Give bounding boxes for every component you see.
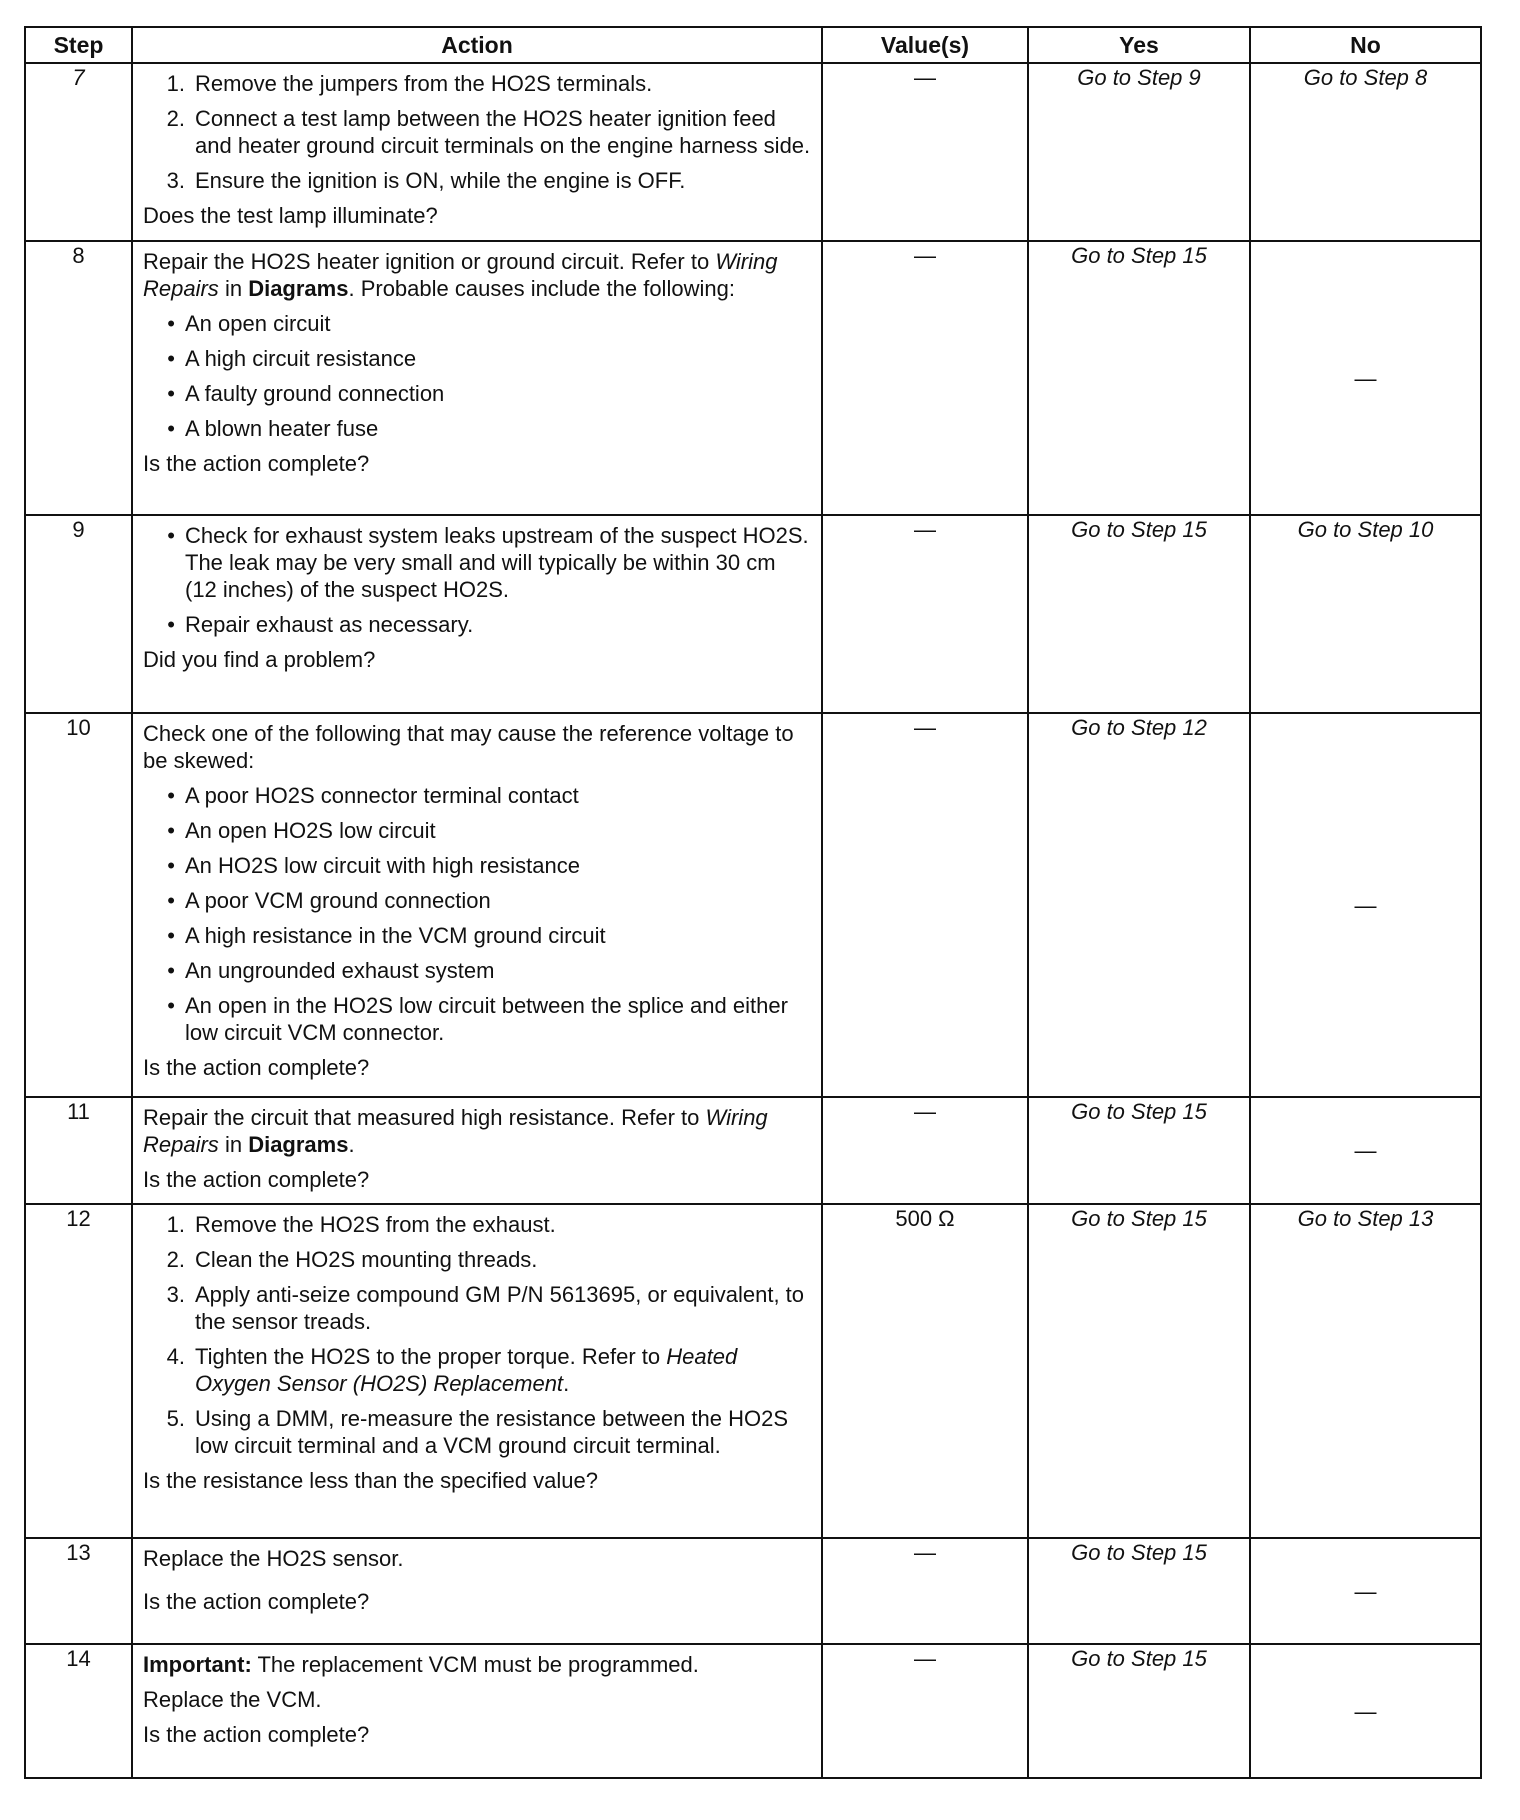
value-cell: 500 Ω bbox=[822, 1204, 1028, 1538]
yes-cell: Go to Step 15 bbox=[1028, 1204, 1250, 1538]
list-item: • A high circuit resistance bbox=[167, 346, 417, 371]
yes-cell: Go to Step 15 bbox=[1028, 241, 1250, 515]
list-item: • A faulty ground connection bbox=[167, 381, 445, 406]
question: Is the resistance less than the specified value? bbox=[143, 1468, 598, 1493]
question: Does the test lamp illuminate? bbox=[143, 203, 438, 228]
table-row bbox=[25, 713, 1481, 1097]
list-item: • Check for exhaust system leaks upstream of the suspect HO2S. The leak may be very small and will typically be within 30 cm (12 inches) of the suspect HO2S. bbox=[167, 523, 809, 602]
step-number: 10 bbox=[25, 713, 132, 1097]
list-item: 2. Clean the HO2S mounting threads. bbox=[166, 1247, 538, 1272]
yes-cell: Go to Step 12 bbox=[1028, 713, 1250, 1097]
yes-cell: Go to Step 9 bbox=[1028, 63, 1250, 241]
question: Is the action complete? bbox=[143, 1167, 370, 1192]
list-item: 4. Tighten the HO2S to the proper torque. Refer to Heated Oxygen Sensor (HO2S) Replacement. bbox=[166, 1344, 738, 1396]
list-item: 1. Remove the jumpers from the HO2S terminals. bbox=[166, 71, 653, 96]
table-row bbox=[25, 241, 1481, 515]
intro-text: Check one of the following that may cause the reference voltage to be skewed: bbox=[143, 721, 794, 773]
action-cell bbox=[132, 1644, 822, 1778]
step-number: 14 bbox=[25, 1644, 132, 1778]
list-item: • An open in the HO2S low circuit between the splice and either low circuit VCM connector. bbox=[167, 993, 788, 1045]
yes-cell: Go to Step 15 bbox=[1028, 1097, 1250, 1204]
list-item: • A high resistance in the VCM ground circuit bbox=[167, 923, 606, 948]
step-number: 9 bbox=[25, 515, 132, 713]
list-item: 3. Ensure the ignition is ON, while the engine is OFF. bbox=[166, 168, 686, 193]
list-item: • An open HO2S low circuit bbox=[167, 818, 436, 843]
no-cell: — bbox=[1250, 1097, 1481, 1204]
no-cell: Go to Step 10 bbox=[1250, 515, 1481, 713]
value-cell: — bbox=[822, 515, 1028, 713]
step-number: 12 bbox=[25, 1204, 132, 1538]
value-cell: — bbox=[822, 713, 1028, 1097]
yes-cell: Go to Step 15 bbox=[1028, 515, 1250, 713]
action-cell bbox=[132, 63, 822, 241]
step-number: 7 bbox=[25, 63, 132, 241]
step-number: 11 bbox=[25, 1097, 132, 1204]
question: Is the action complete? bbox=[143, 1589, 370, 1614]
header-step: Step bbox=[25, 27, 132, 63]
value-cell: — bbox=[822, 241, 1028, 515]
table-row bbox=[25, 1204, 1481, 1538]
action-cell bbox=[132, 515, 822, 713]
step-number: 8 bbox=[25, 241, 132, 515]
action-cell bbox=[132, 713, 822, 1097]
value-cell: — bbox=[822, 1644, 1028, 1778]
question: Is the action complete? bbox=[143, 451, 370, 476]
yes-cell: Go to Step 15 bbox=[1028, 1644, 1250, 1778]
list-item: • A poor HO2S connector terminal contact bbox=[167, 783, 579, 808]
question: Is the action complete? bbox=[143, 1722, 370, 1747]
action-cell bbox=[132, 241, 822, 515]
intro-text: Replace the VCM. bbox=[143, 1687, 322, 1712]
list-item: • An open circuit bbox=[167, 311, 331, 336]
table-row bbox=[25, 63, 1481, 241]
intro-text: Repair the HO2S heater ignition or ground circuit. Refer to Wiring Repairs in Diagrams. Probable causes include the following: bbox=[143, 249, 778, 301]
question: Is the action complete? bbox=[143, 1055, 370, 1080]
list-item: 2. Connect a test lamp between the HO2S heater ignition feed and heater ground circuit terminals on the engine harness side. bbox=[166, 106, 811, 158]
header-action: Action bbox=[132, 27, 822, 63]
header-no: No bbox=[1250, 27, 1481, 63]
header-yes: Yes bbox=[1028, 27, 1250, 63]
table-row bbox=[25, 515, 1481, 713]
list-item: 5. Using a DMM, re-measure the resistance between the HO2S low circuit terminal and a VCM ground circuit terminal. bbox=[166, 1406, 789, 1458]
list-item: 3. Apply anti-seize compound GM P/N 5613695, or equivalent, to the sensor treads. bbox=[166, 1282, 805, 1334]
table-row bbox=[25, 1097, 1481, 1204]
list-item: • A blown heater fuse bbox=[167, 416, 379, 441]
yes-cell: Go to Step 15 bbox=[1028, 1538, 1250, 1644]
no-cell: — bbox=[1250, 1538, 1481, 1644]
list-item: • Repair exhaust as necessary. bbox=[167, 612, 474, 637]
value-cell: — bbox=[822, 63, 1028, 241]
action-cell bbox=[132, 1097, 822, 1204]
header-row bbox=[25, 27, 1481, 63]
no-cell: — bbox=[1250, 1644, 1481, 1778]
list-item: • An HO2S low circuit with high resistance bbox=[167, 853, 580, 878]
no-cell: — bbox=[1250, 713, 1481, 1097]
value-cell: — bbox=[822, 1538, 1028, 1644]
important-note: Important: The replacement VCM must be programmed. bbox=[143, 1652, 699, 1677]
intro-text: Repair the circuit that measured high resistance. Refer to Wiring Repairs in Diagrams. bbox=[143, 1105, 768, 1157]
question: Did you find a problem? bbox=[143, 647, 376, 672]
no-cell: Go to Step 13 bbox=[1250, 1204, 1481, 1538]
list-item: 1. Remove the HO2S from the exhaust. bbox=[166, 1212, 556, 1237]
list-item: • A poor VCM ground connection bbox=[167, 888, 491, 913]
no-cell: — bbox=[1250, 241, 1481, 515]
step-number: 13 bbox=[25, 1538, 132, 1644]
header-values: Value(s) bbox=[822, 27, 1028, 63]
table-row bbox=[25, 1644, 1481, 1778]
no-cell: Go to Step 8 bbox=[1250, 63, 1481, 241]
action-cell bbox=[132, 1204, 822, 1538]
action-cell bbox=[132, 1538, 822, 1644]
diagnostic-table bbox=[24, 26, 1482, 1779]
value-cell: — bbox=[822, 1097, 1028, 1204]
intro-text: Replace the HO2S sensor. bbox=[143, 1546, 404, 1571]
list-item: • An ungrounded exhaust system bbox=[167, 958, 495, 983]
table-row bbox=[25, 1538, 1481, 1644]
